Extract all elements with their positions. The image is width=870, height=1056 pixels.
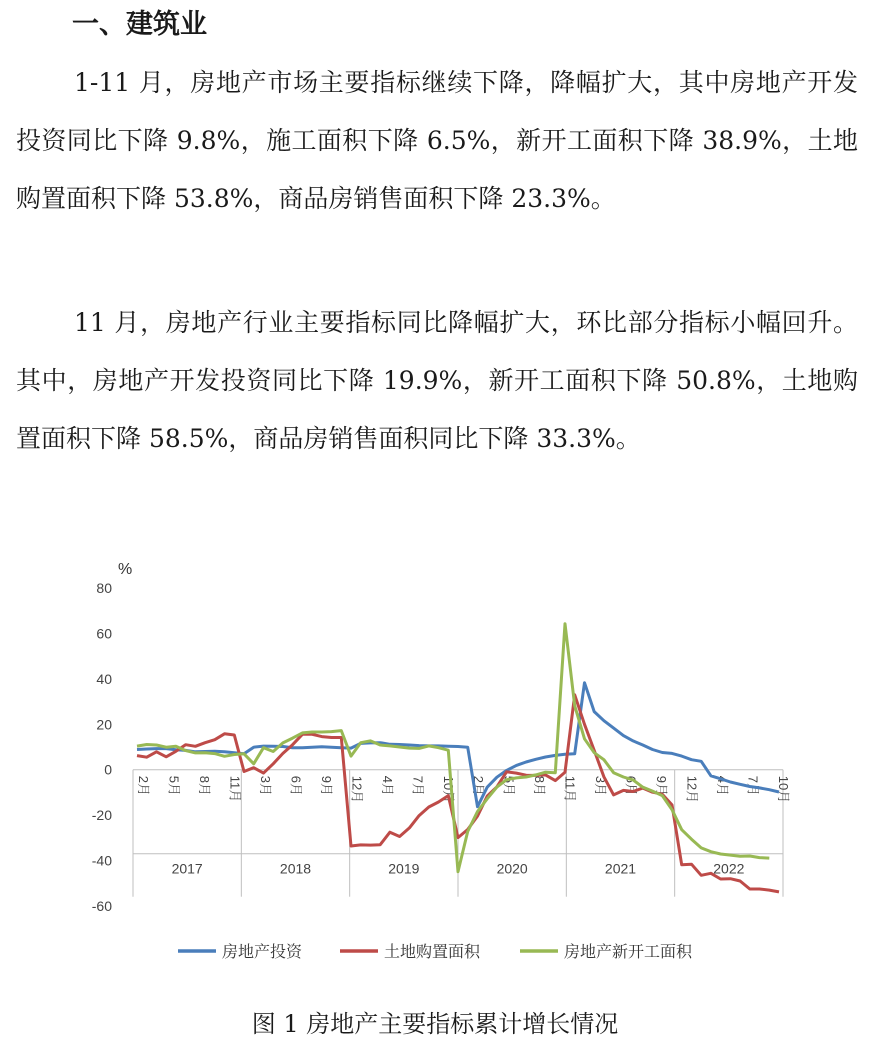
month-tick-label: 11月 (227, 775, 243, 803)
line-chart (0, 548, 870, 998)
legend-label-1: 土地购置面积 (384, 944, 481, 961)
month-tick-label: 2月 (471, 775, 487, 796)
month-tick-label: 4月 (379, 775, 395, 796)
y-unit-label: % (118, 561, 133, 578)
year-label: 2020 (496, 860, 528, 877)
legend-label-2: 房地产新开工面积 (564, 944, 693, 961)
month-tick-label: 10月 (776, 775, 791, 804)
month-tick-label: 9月 (654, 775, 670, 796)
month-tick-label: 7月 (410, 775, 426, 796)
y-tick-label: -40 (91, 852, 112, 869)
month-tick-label: 4月 (715, 775, 731, 796)
year-label: 2017 (171, 860, 203, 877)
month-tick-label: 11月 (562, 775, 578, 803)
legend-label-0: 房地产投资 (222, 944, 303, 961)
year-label: 2018 (279, 860, 312, 877)
y-tick-label: 80 (96, 580, 112, 596)
paragraph-2: 11 月，房地产行业主要指标同比降幅扩大，环比部分指标小幅回升。其中，房地产开发投资同比下降 19.9%，新开工面积下降 50.8%，土地购置面积下降 58.5%，商品房销售面积同比下降 33.3%。 (16, 308, 858, 453)
month-tick-label: 2月 (136, 775, 151, 796)
month-tick-label: 8月 (532, 775, 548, 796)
month-tick-label: 12月 (349, 775, 365, 804)
y-tick-label: 40 (96, 670, 112, 687)
month-tick-label: 3月 (593, 775, 609, 796)
month-tick-label: 3月 (257, 775, 273, 796)
month-tick-label: 6月 (288, 775, 304, 796)
y-tick-label: -20 (91, 807, 112, 824)
month-tick-label: 12月 (684, 775, 700, 804)
paragraph-1: 1-11 月，房地产市场主要指标继续下降，降幅扩大，其中房地产开发投资同比下降 9.8%，施工面积下降 6.5%，新开工面积下降 38.9%，土地购置面积下降 53.8%，商品房销售面积下降 23.3%。 (16, 68, 858, 213)
year-label: 2022 (713, 860, 745, 877)
month-tick-label: 6月 (623, 775, 639, 796)
year-label: 2021 (604, 860, 637, 877)
y-tick-label: 0 (104, 761, 112, 778)
month-tick-label: 5月 (166, 775, 182, 796)
month-tick-label: 10月 (440, 775, 456, 804)
month-tick-label: 5月 (501, 775, 517, 796)
y-tick-label: 60 (96, 625, 112, 642)
section-heading: 一、建筑业 (72, 9, 207, 40)
month-tick-label: 9月 (318, 775, 334, 796)
figure-caption: 图 1 房地产主要指标累计增长情况 (251, 1010, 619, 1038)
y-tick-label: 20 (96, 716, 112, 733)
y-tick-label: -60 (91, 898, 112, 914)
month-tick-label: 7月 (745, 775, 761, 796)
year-label: 2019 (388, 860, 420, 877)
month-tick-label: 8月 (196, 775, 212, 796)
